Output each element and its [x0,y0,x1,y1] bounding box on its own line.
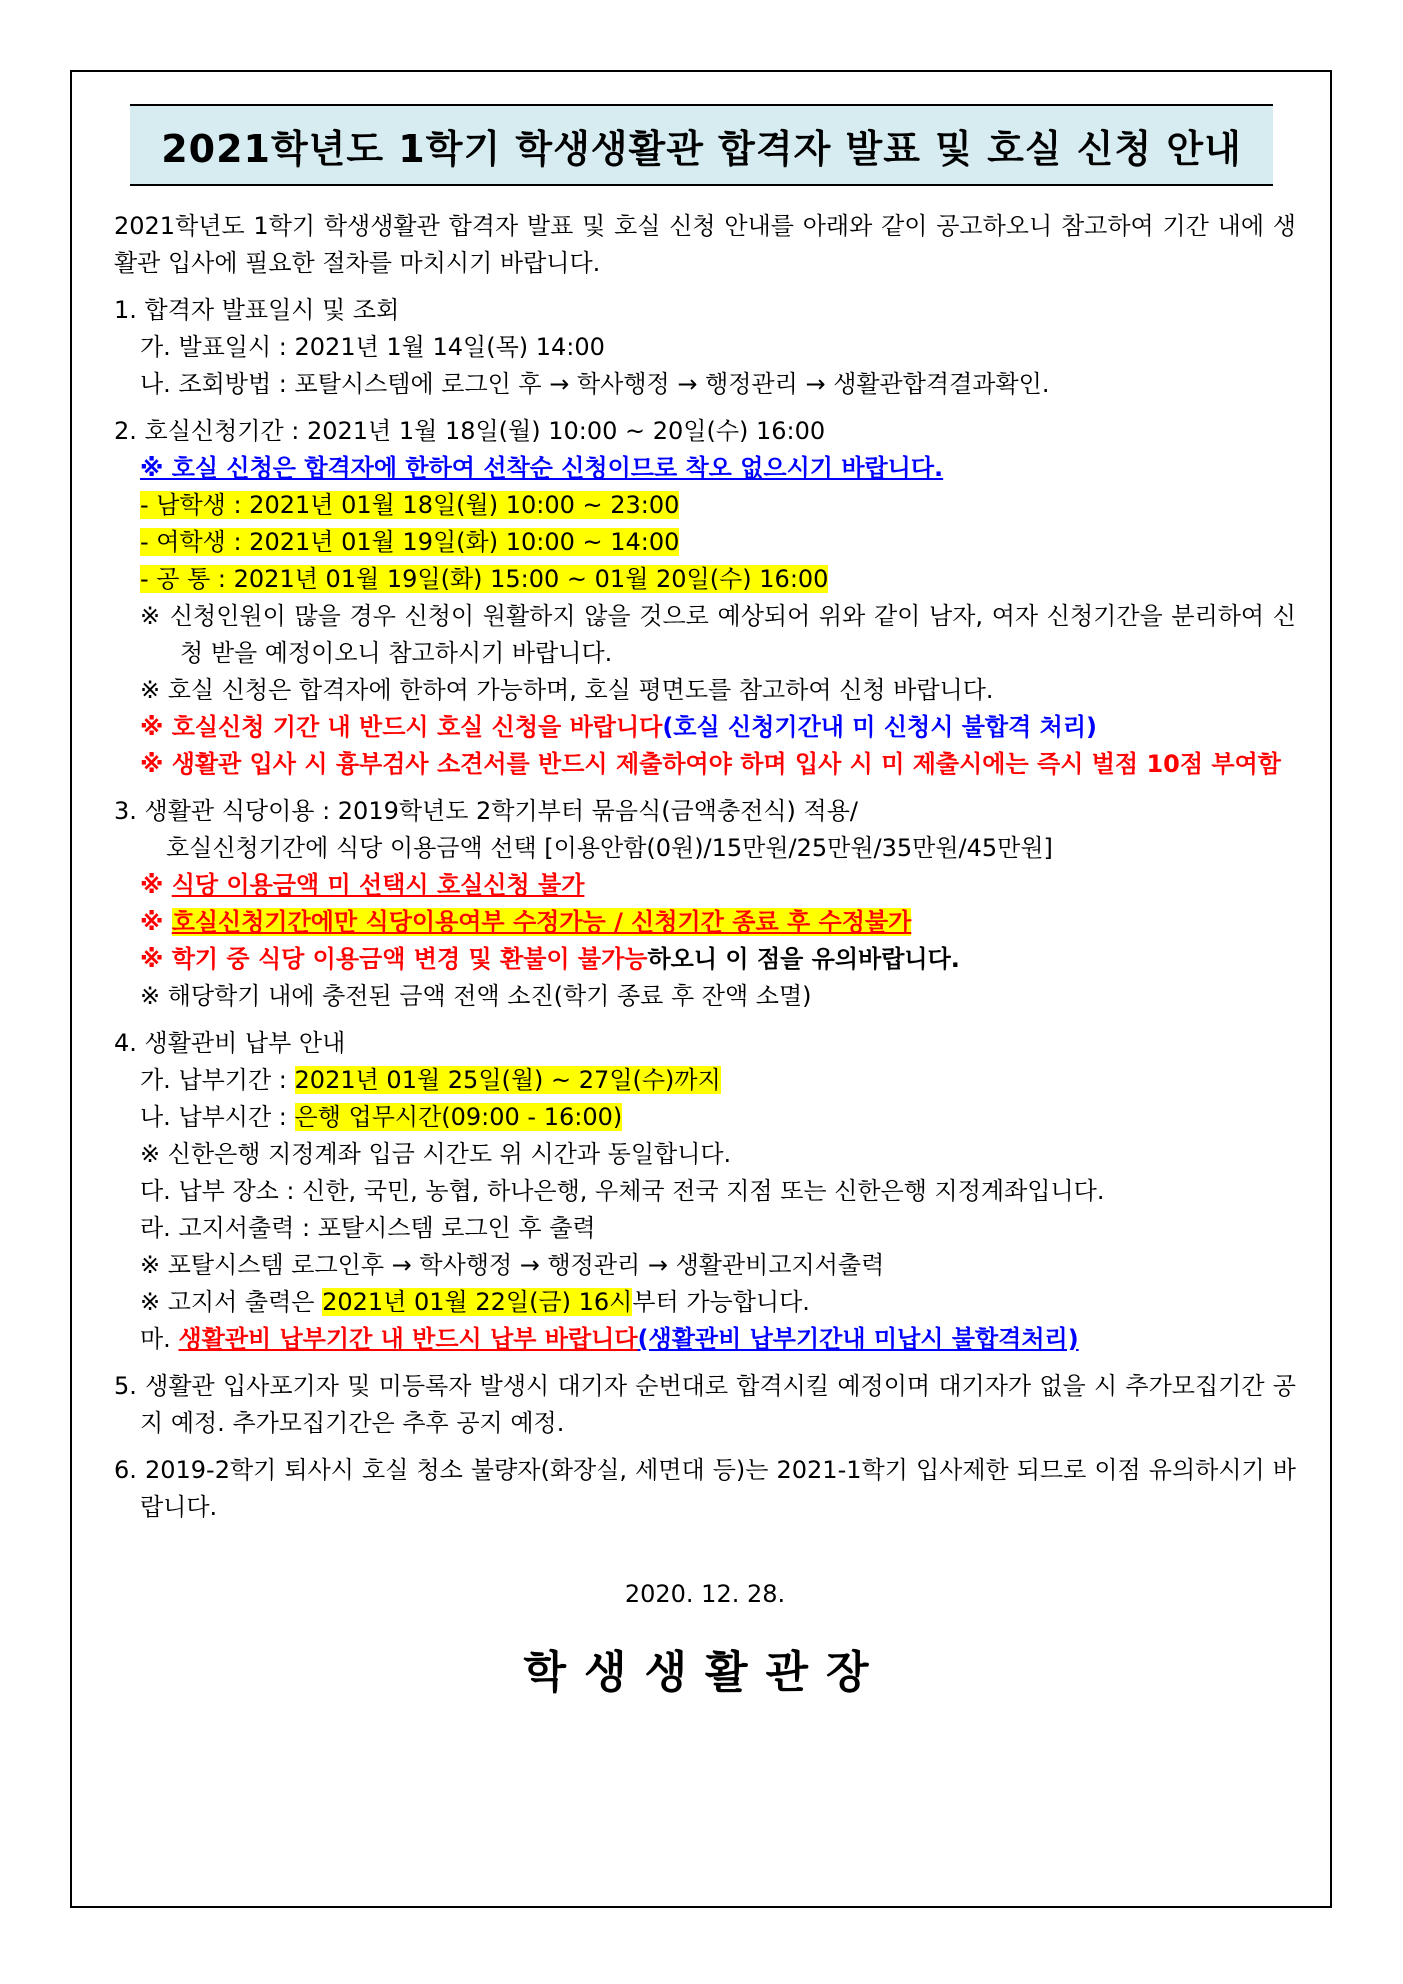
section-4 [114,1025,1296,1358]
invoice-date: 2021년 01월 22일(금) 16시 [322,1288,633,1316]
signature: 학생생활관장 [523,1647,887,1698]
must-pay-label: 마. [140,1325,179,1353]
section-3 [114,793,1296,1015]
announcement-date: 가. 발표일시 : 2021년 1월 14일(목) 14:00 [140,333,605,361]
issue-date: 2020. 12. 28. [624,1580,786,1608]
section-2 [114,413,1296,783]
floorplan-note: ※ 호실 신청은 합격자에 한하여 가능하며, 호실 평면도를 참고하여 신청 바랍니다. [140,676,994,704]
section-1-heading: 1. 합격자 발표일시 및 조회 [114,296,400,324]
account-time-note: ※ 신한은행 지정계좌 입금 시간도 위 시간과 동일합니다. [140,1140,732,1168]
waitlist-note: 5. 생활관 입사포기자 및 미등록자 발생시 대기자 순번대로 합격시킬 예정이며 대기자가 없을 시 추가모집기간 공지 예정. 추가모집기간은 추후 공지 예정. [114,1372,1296,1437]
no-refund-note-tail: 하오니 이 점을 유의바랍니다. [647,945,960,973]
meal-amount-options: 호실신청기간에 식당 이용금액 선택 [이용안함(0원)/15만원/25만원/35만원/45만원] [166,834,1053,862]
fail-notice: (호실 신청기간내 미 신청시 불합격 처리) [662,713,1097,741]
must-apply-note: ※ 호실신청 기간 내 반드시 호실 신청을 바랍니다 [140,713,663,741]
payment-time-label: 나. 납부시간 : [140,1103,295,1131]
payment-time: 은행 업무시간(09:00 - 16:00) [294,1103,623,1131]
lookup-method: 나. 조회방법 : 포탈시스템에 로그인 후 → 학사행정 → 행정관리 → 생활관합격결과확인. [140,370,1050,398]
document-body [114,208,1296,1703]
meal-required-note: 식당 이용금액 미 선택시 호실신청 불가 [171,871,585,899]
unpaid-fail-note: (생활관비 납부기간내 미납시 불합격처리) [637,1325,1079,1353]
section-6 [114,1452,1296,1526]
no-refund-note: ※ 학기 중 식당 이용금액 변경 및 환불이 불가능 [140,945,648,973]
male-period: - 남학생 : 2021년 01월 18일(월) 10:00 ~ 23:00 [140,491,680,519]
title-box [130,104,1273,186]
section-5 [114,1368,1296,1442]
intro-paragraph: 2021학년도 1학기 학생생활관 합격자 발표 및 호실 신청 안내를 아래와 같이 공고하오니 참고하여 기간 내에 생활관 입사에 필요한 절차를 마치시기 바랍니다. [114,212,1296,277]
note-mark: ※ [140,908,172,936]
first-come-notice: ※ 호실 신청은 합격자에 한하여 선착순 신청이므로 착오 없으시기 바랍니다. [140,454,944,482]
section-1 [114,292,1296,403]
payment-period-label: 가. 납부기간 : [140,1066,295,1094]
invoice-print: 라. 고지서출력 : 포탈시스템 로그인 후 출력 [140,1214,596,1242]
payment-place: 다. 납부 장소 : 신한, 국민, 농협, 하나은행, 우체국 전국 지점 또는 신한은행 지정계좌입니다. [140,1177,1105,1205]
invoice-date-pre: ※ 고지서 출력은 [140,1288,323,1316]
common-period: - 공 통 : 2021년 01월 19일(화) 15:00 ~ 01월 20일(수) 16:00 [140,565,829,593]
balance-note: ※ 해당학기 내에 충전된 금액 전액 소진(학기 종료 후 잔액 소멸) [140,982,812,1010]
note-mark: ※ [140,871,172,899]
section-4-heading: 4. 생활관비 납부 안내 [114,1029,346,1057]
must-pay-note: 생활관비 납부기간 내 반드시 납부 바랍니다 [178,1325,638,1353]
female-period: - 여학생 : 2021년 01월 19일(화) 10:00 ~ 14:00 [140,528,680,556]
meal-edit-note: 호실신청기간에만 식당이용여부 수정가능 / 신청기간 종료 후 수정불가 [171,908,912,936]
section-3-heading: 3. 생활관 식당이용 : 2019학년도 2학기부터 묶음식(금액충전식) 적용/ [114,797,858,825]
chest-exam-note: ※ 생활관 입사 시 흉부검사 소견서를 반드시 제출하여야 하며 입사 시 미 제출시에는 즉시 벌점 10점 부여함 [140,750,1281,778]
document-title: 2021학년도 1학기 학생생활관 합격자 발표 및 호실 신청 안내 [161,126,1242,171]
payment-period: 2021년 01월 25일(월) ~ 27일(수)까지 [294,1066,721,1094]
invoice-date-post: 부터 가능합니다. [632,1288,810,1316]
invoice-path-note: ※ 포탈시스템 로그인후 → 학사행정 → 행정관리 → 생활관비고지서출력 [140,1251,885,1279]
cleaning-note: 6. 2019-2학기 퇴사시 호실 청소 불량자(화장실, 세면대 등)는 2021-1학기 입사제한 되므로 이점 유의하시기 바랍니다. [114,1456,1296,1521]
split-period-note: ※ 신청인원이 많을 경우 신청이 원활하지 않을 것으로 예상되어 위와 같이 남자, 여자 신청기간을 분리하여 신청 받을 예정이오니 참고하시기 바랍니다. [140,602,1296,667]
section-2-heading: 2. 호실신청기간 : 2021년 1월 18일(월) 10:00 ~ 20일(수) 16:00 [114,417,826,445]
